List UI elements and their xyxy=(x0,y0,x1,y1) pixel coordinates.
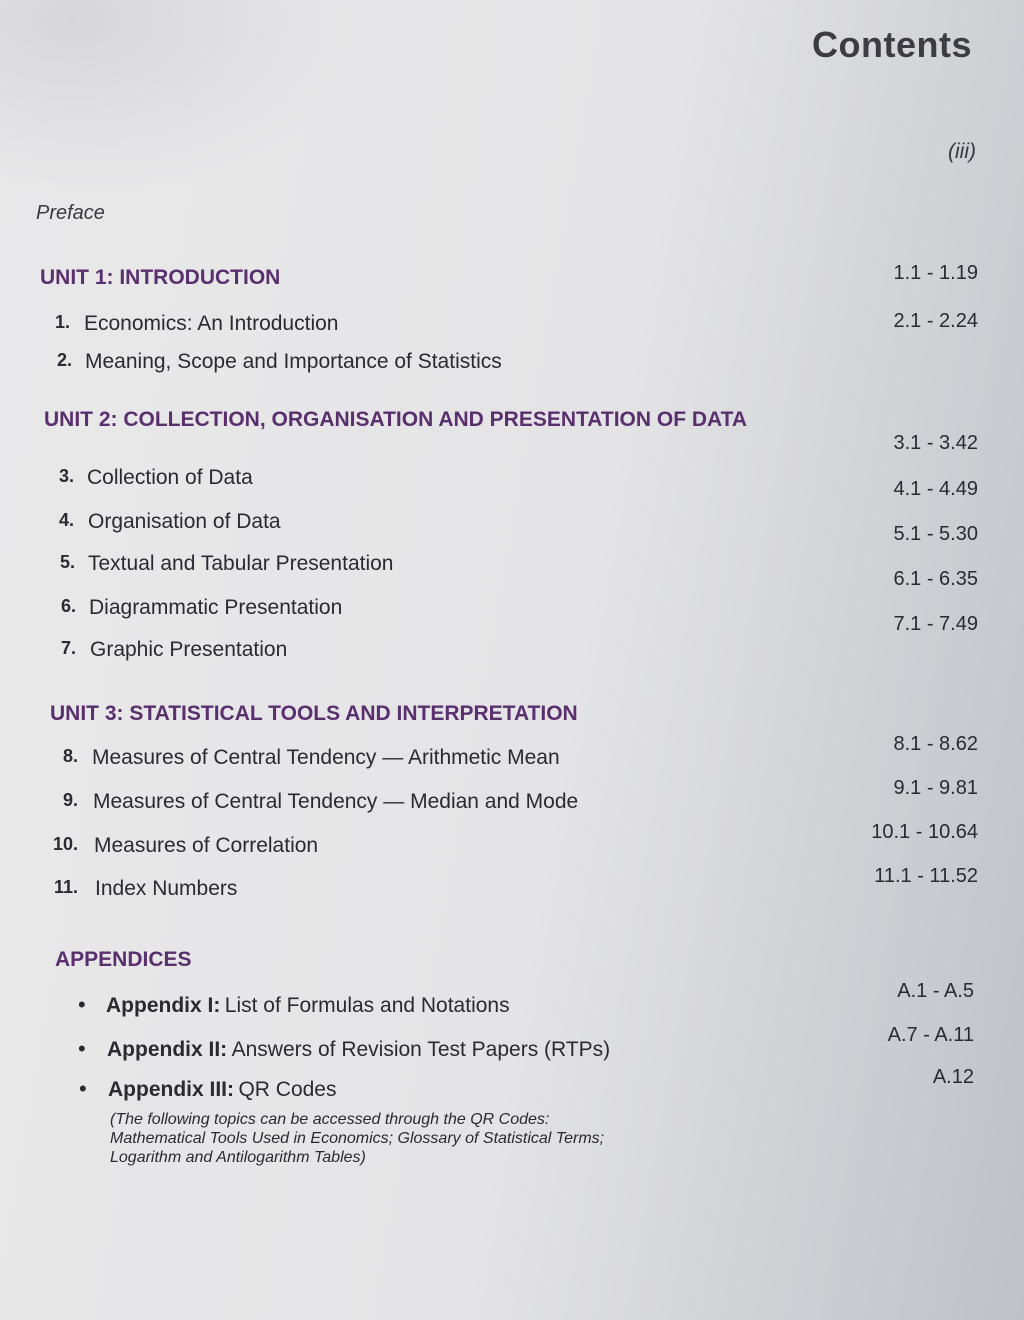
appendices-heading: APPENDICES xyxy=(55,948,192,971)
bullet-icon: • xyxy=(78,1036,86,1061)
toc-row-chapter-8 xyxy=(0,746,1024,776)
preface-page: (iii) xyxy=(948,140,976,163)
appendix-label: Appendix III: xyxy=(108,1078,234,1101)
toc-row-chapter-1 xyxy=(0,312,1024,342)
chapter-title: Measures of Correlation xyxy=(94,834,319,857)
chapter-11-pages: 11.1 - 11.52 xyxy=(874,865,978,887)
qr-codes-note: (The following topics can be accessed through the QR Codes: Mathematical Tools Used in Economics; Glossary of Statistical Terms; Logarithm and Antilogarithm Tables) xyxy=(110,1111,605,1166)
toc-row-chapter-6 xyxy=(0,596,1024,626)
toc-row-chapter-10 xyxy=(0,834,1024,864)
chapter-number: 8. xyxy=(62,746,78,766)
chapter-2-pages: 2.1 - 2.24 xyxy=(893,310,978,332)
chapter-number: 1. xyxy=(54,312,70,332)
chapter-number: 6. xyxy=(60,596,76,616)
chapter-title: Graphic Presentation xyxy=(90,638,288,661)
toc-row-chapter-5 xyxy=(0,552,1024,582)
chapter-number: 5. xyxy=(59,552,75,572)
toc-row-chapter-7 xyxy=(0,638,1024,668)
appendix-label: Appendix II: xyxy=(107,1038,228,1061)
bullet-icon: • xyxy=(79,1076,87,1101)
appendix-label: Appendix I: xyxy=(106,994,221,1017)
page-title: Contents xyxy=(812,24,972,65)
chapter-number: 3. xyxy=(58,466,74,486)
appendix-title: List of Formulas and Notations xyxy=(224,994,510,1017)
chapter-number: 10. xyxy=(52,834,78,854)
toc-row-chapter-9 xyxy=(0,790,1024,820)
appendix-title: QR Codes xyxy=(238,1078,337,1101)
toc-row-chapter-3 xyxy=(0,466,1024,496)
chapter-title: Index Numbers xyxy=(95,877,238,900)
appendix-3-pages: A.12 xyxy=(932,1066,974,1088)
chapter-1-pages: 1.1 - 1.19 xyxy=(893,262,978,284)
toc-row-chapter-11 xyxy=(0,877,1024,907)
chapter-title: Diagrammatic Presentation xyxy=(89,596,343,619)
chapter-7-pages: 7.1 - 7.49 xyxy=(893,613,978,635)
unit-3-heading: UNIT 3: STATISTICAL TOOLS AND INTERPRETATION xyxy=(50,702,578,725)
preface-label: Preface xyxy=(36,202,105,224)
bullet-icon: • xyxy=(78,992,86,1017)
toc-row-chapter-2 xyxy=(0,350,1024,380)
chapter-title: Collection of Data xyxy=(87,466,253,489)
chapter-title: Organisation of Data xyxy=(88,510,281,533)
chapter-title: Meaning, Scope and Importance of Statistics xyxy=(85,350,502,373)
chapter-title: Economics: An Introduction xyxy=(84,312,339,335)
appendix-2-pages: A.7 - A.11 xyxy=(887,1024,974,1046)
chapter-number: 7. xyxy=(60,638,76,658)
unit-2-heading: UNIT 2: COLLECTION, ORGANISATION AND PRESENTATION OF DATA xyxy=(44,408,748,431)
chapter-number: 9. xyxy=(62,790,78,810)
chapter-9-pages: 9.1 - 9.81 xyxy=(893,777,978,799)
chapter-10-pages: 10.1 - 10.64 xyxy=(871,821,978,843)
unit-1-heading: UNIT 1: INTRODUCTION xyxy=(40,266,281,289)
background-shade xyxy=(0,0,360,200)
chapter-number: 4. xyxy=(58,510,74,530)
chapter-title: Measures of Central Tendency — Median and Mode xyxy=(93,790,579,813)
chapter-6-pages: 6.1 - 6.35 xyxy=(893,568,978,590)
chapter-title: Measures of Central Tendency — Arithmetic Mean xyxy=(92,746,560,769)
chapter-3-pages: 3.1 - 3.42 xyxy=(893,432,978,454)
chapter-number: 2. xyxy=(56,350,72,370)
chapter-5-pages: 5.1 - 5.30 xyxy=(893,523,978,545)
appendix-1-pages: A.1 - A.5 xyxy=(897,980,974,1002)
chapter-8-pages: 8.1 - 8.62 xyxy=(893,733,978,755)
chapter-title: Textual and Tabular Presentation xyxy=(88,552,394,575)
toc-row-chapter-4 xyxy=(0,510,1024,540)
appendix-title: Answers of Revision Test Papers (RTPs) xyxy=(231,1038,611,1061)
chapter-number: 11. xyxy=(53,877,78,897)
chapter-4-pages: 4.1 - 4.49 xyxy=(893,478,978,500)
